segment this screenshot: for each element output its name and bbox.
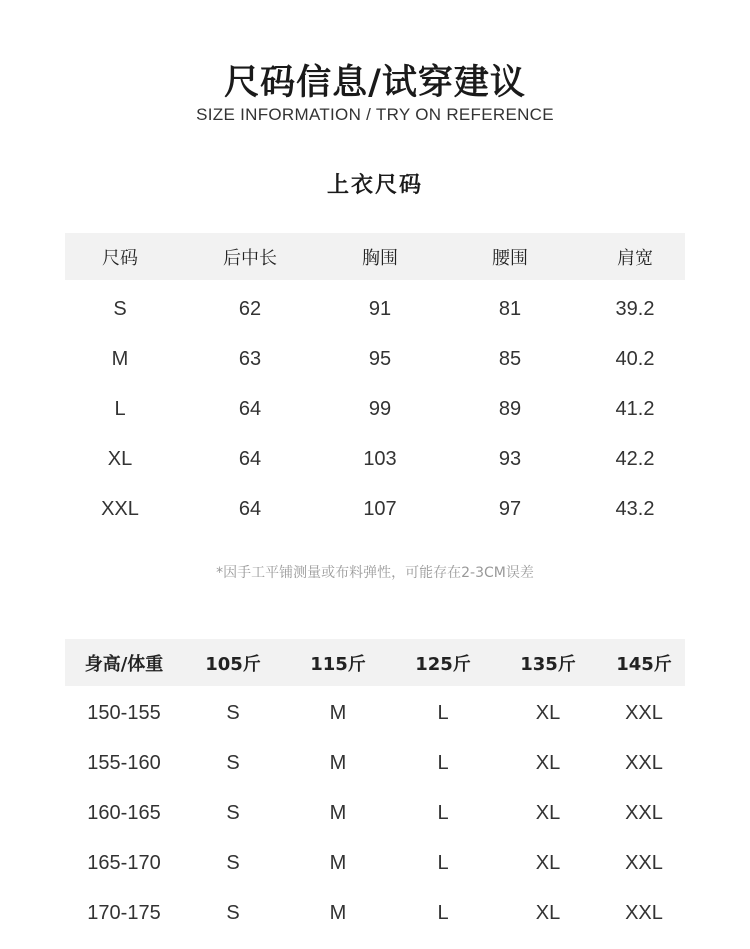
size-chart-cell: 81 <box>498 297 522 320</box>
recommendation-cell: L <box>437 901 449 924</box>
recommendation-header-cell: 125斤 <box>393 639 493 686</box>
recommendation-cell: XXL <box>625 851 663 874</box>
page-title: 尺码信息/试穿建议 <box>224 63 526 103</box>
size-chart-cell: 85 <box>498 347 522 370</box>
recommendation-cell: XXL <box>625 801 663 824</box>
size-chart-row <box>65 334 685 384</box>
size-chart-row <box>65 484 685 534</box>
recommendation-row <box>65 888 685 938</box>
recommendation-cell: XXL <box>625 751 663 774</box>
size-chart-header-cell: 后中长 <box>175 233 325 280</box>
recommendation-cell: S <box>226 851 240 874</box>
recommendation-cell: M <box>329 901 347 924</box>
recommendation-cell: 170-175 <box>87 901 161 924</box>
recommendation-cell: XL <box>535 801 561 824</box>
size-chart-table <box>65 233 685 534</box>
recommendation-header-cell: 105斤 <box>183 639 283 686</box>
recommendation-header-cell: 135斤 <box>493 639 603 686</box>
size-chart-cell: S <box>113 297 127 320</box>
recommendation-cell: XL <box>535 901 561 924</box>
size-chart-header-cell: 尺码 <box>65 233 175 280</box>
recommendation-cell: S <box>226 701 240 724</box>
size-chart-cell: 64 <box>238 397 262 420</box>
size-chart-cell: 99 <box>368 397 392 420</box>
size-chart-cell: 39.2 <box>615 297 655 320</box>
size-chart-header-cell: 肩宽 <box>585 233 685 280</box>
recommendation-cell: L <box>437 801 449 824</box>
recommendation-row <box>65 788 685 838</box>
recommendation-cell: XL <box>535 701 561 724</box>
size-chart-cell: XL <box>107 447 133 470</box>
size-chart-cell: 64 <box>238 497 262 520</box>
size-chart-cell: 63 <box>238 347 262 370</box>
recommendation-cell: XXL <box>625 901 663 924</box>
size-chart-cell: 41.2 <box>615 397 655 420</box>
recommendation-cell: L <box>437 851 449 874</box>
size-chart-title: 上衣尺码 <box>326 173 423 198</box>
recommendation-cell: 155-160 <box>87 751 161 774</box>
recommendation-header-cell: 145斤 <box>603 639 685 686</box>
recommendation-cell: M <box>329 851 347 874</box>
recommendation-cell: XL <box>535 851 561 874</box>
size-chart-cell: 103 <box>363 447 397 470</box>
recommendation-body <box>65 686 685 938</box>
size-chart-cell: 43.2 <box>615 497 655 520</box>
size-chart-header-row <box>65 233 685 280</box>
size-chart-cell: 107 <box>363 497 397 520</box>
size-chart-cell: 93 <box>498 447 522 470</box>
size-chart-row <box>65 384 685 434</box>
recommendation-cell: S <box>226 751 240 774</box>
recommendation-cell: L <box>437 751 449 774</box>
size-chart-cell: 97 <box>498 497 522 520</box>
recommendation-cell: M <box>329 801 347 824</box>
recommendation-table <box>65 639 685 938</box>
recommendation-cell: S <box>226 801 240 824</box>
recommendation-cell: M <box>329 701 347 724</box>
size-chart-cell: 91 <box>368 297 392 320</box>
size-chart-row <box>65 280 685 334</box>
recommendation-cell: M <box>329 751 347 774</box>
recommendation-cell: XL <box>535 751 561 774</box>
size-chart-header-cell: 腰围 <box>435 233 585 280</box>
recommendation-row <box>65 738 685 788</box>
recommendation-header-row <box>65 639 685 686</box>
measurement-note: *因手工平铺测量或布料弹性，可能存在2-3CM误差 <box>216 565 534 581</box>
page-subtitle: SIZE INFORMATION / TRY ON REFERENCE <box>196 105 554 124</box>
size-chart-cell: XXL <box>101 497 139 520</box>
size-chart-cell: 40.2 <box>615 347 655 370</box>
size-chart-cell: L <box>114 397 126 420</box>
recommendation-row <box>65 838 685 888</box>
recommendation-cell: 165-170 <box>87 851 161 874</box>
recommendation-row <box>65 686 685 738</box>
size-chart-cell: M <box>111 347 129 370</box>
recommendation-header-cell: 115斤 <box>283 639 393 686</box>
size-chart-body <box>65 280 685 534</box>
size-chart-cell: 62 <box>238 297 262 320</box>
recommendation-header-cell: 身高/体重 <box>65 639 183 686</box>
recommendation-cell: XXL <box>625 701 663 724</box>
size-chart-cell: 64 <box>238 447 262 470</box>
recommendation-cell: 150-155 <box>87 701 161 724</box>
recommendation-cell: S <box>226 901 240 924</box>
size-chart-cell: 95 <box>368 347 392 370</box>
recommendation-cell: L <box>437 701 449 724</box>
size-chart-row <box>65 434 685 484</box>
size-chart-cell: 89 <box>498 397 522 420</box>
size-chart-header-cell: 胸围 <box>325 233 435 280</box>
recommendation-cell: 160-165 <box>87 801 161 824</box>
size-chart-cell: 42.2 <box>615 447 655 470</box>
